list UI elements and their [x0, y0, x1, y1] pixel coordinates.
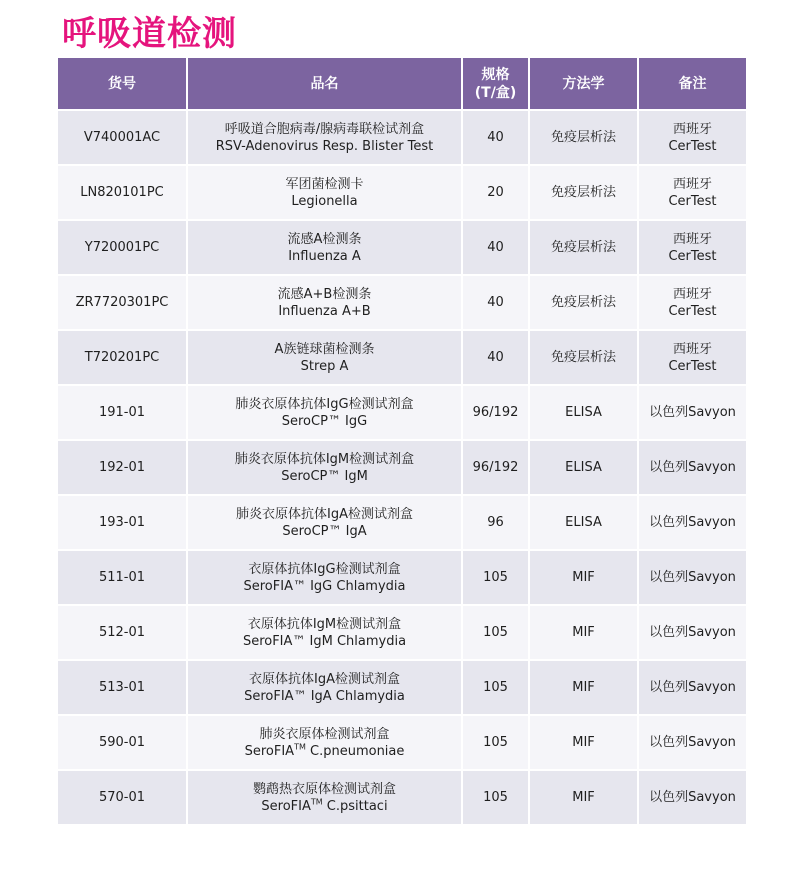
cell-method: ELISA [530, 441, 637, 494]
note-line2: CerTest [668, 358, 717, 374]
note-line1: 以色列Savyon [649, 625, 736, 640]
product-name-en [188, 358, 461, 375]
cell-note [639, 551, 746, 604]
product-name-en-main: Influenza A [288, 248, 361, 264]
cell-name [188, 221, 461, 274]
product-name-cn: 衣原体抗体IgM检测试剂盒 [247, 616, 402, 632]
product-name-cn: 流感A+B检测条 [277, 286, 372, 302]
cell-name [188, 551, 461, 604]
table-row [58, 551, 746, 604]
table-header-row [58, 58, 746, 109]
table-row [58, 606, 746, 659]
cell-note [639, 331, 746, 384]
cell-name [188, 606, 461, 659]
cell-code: 590-01 [58, 716, 186, 769]
product-name-cn: 鹦鹉热衣原体检测试剂盒 [252, 781, 396, 797]
cell-method: MIF [530, 551, 637, 604]
table-row [58, 441, 746, 494]
cell-code: Y720001PC [58, 221, 186, 274]
table-row [58, 276, 746, 329]
note-line1: 以色列Savyon [649, 735, 736, 750]
cell-method: MIF [530, 771, 637, 824]
product-name-cn: 衣原体抗体IgG检测试剂盒 [248, 561, 401, 577]
product-name-cn: 肺炎衣原体检测试剂盒 [259, 726, 390, 742]
product-name-en-main: SeroFIA™ IgG Chlamydia [243, 578, 406, 594]
cell-code: V740001AC [58, 111, 186, 164]
cell-method: 免疫层析法 [530, 166, 637, 219]
cell-code: 193-01 [58, 496, 186, 549]
cell-method: 免疫层析法 [530, 276, 637, 329]
product-name-en [188, 633, 461, 650]
table-row [58, 771, 746, 824]
note-line2: CerTest [668, 303, 717, 319]
product-name-cn: 肺炎衣原体抗体IgM检测试剂盒 [234, 451, 415, 467]
page-title: 呼吸道检测 [62, 14, 237, 54]
cell-spec: 105 [463, 771, 528, 824]
product-name-en-main: SeroCP™ IgG [281, 413, 368, 429]
table-row [58, 496, 746, 549]
note-line2: CerTest [668, 193, 717, 209]
product-name-en-main: Strep A [300, 358, 349, 374]
product-name-en [188, 468, 461, 485]
product-name-en [188, 743, 461, 760]
note-line1: 西班牙 [672, 231, 712, 247]
cell-note [639, 716, 746, 769]
table-row [58, 386, 746, 439]
product-name-en [188, 138, 461, 155]
cell-code: 192-01 [58, 441, 186, 494]
trademark-mark: TM [310, 797, 323, 807]
cell-spec: 40 [463, 111, 528, 164]
product-name-en-main: RSV-Adenovirus Resp. Blister Test [215, 138, 434, 154]
note-line1: 西班牙 [672, 286, 712, 302]
table-row [58, 661, 746, 714]
note-line1: 以色列Savyon [649, 570, 736, 585]
cell-spec: 105 [463, 661, 528, 714]
cell-spec: 20 [463, 166, 528, 219]
cell-name [188, 716, 461, 769]
product-name-en-tail: C.pneumoniae [305, 743, 405, 759]
cell-spec: 40 [463, 331, 528, 384]
cell-note [639, 606, 746, 659]
cell-method: 免疫层析法 [530, 111, 637, 164]
cell-spec: 40 [463, 221, 528, 274]
product-name-en [188, 248, 461, 265]
cell-code: 191-01 [58, 386, 186, 439]
cell-note [639, 166, 746, 219]
cell-name [188, 771, 461, 824]
product-name-en-tail: C.psittaci [322, 798, 388, 814]
product-name-cn: 衣原体抗体IgA检测试剂盒 [249, 671, 400, 687]
product-name-en-main: SeroCP™ IgA [282, 523, 367, 539]
note-line1: 以色列Savyon [649, 680, 736, 695]
product-name-en-main: SeroFIA™ IgM Chlamydia [242, 633, 407, 649]
header-name: 品名 [188, 58, 461, 109]
cell-spec: 96/192 [463, 386, 528, 439]
product-name-en-main: SeroFIA [261, 798, 311, 814]
cell-note [639, 661, 746, 714]
note-line1: 以色列Savyon [649, 515, 736, 530]
product-name-en [188, 303, 461, 320]
cell-name [188, 441, 461, 494]
trademark-mark: TM [294, 742, 306, 752]
cell-spec: 105 [463, 551, 528, 604]
cell-note [639, 496, 746, 549]
cell-name [188, 166, 461, 219]
cell-note [639, 221, 746, 274]
header-spec-line2: (T/盒) [474, 84, 517, 101]
product-table [56, 56, 748, 826]
product-name-cn: 流感A检测条 [287, 231, 362, 247]
table-row [58, 166, 746, 219]
product-name-en [188, 688, 461, 705]
product-name-en [188, 798, 461, 815]
cell-spec: 105 [463, 716, 528, 769]
cell-spec: 96 [463, 496, 528, 549]
cell-name [188, 386, 461, 439]
cell-note [639, 386, 746, 439]
note-line1: 西班牙 [672, 121, 712, 137]
note-line1: 西班牙 [672, 341, 712, 357]
note-line2: CerTest [668, 138, 717, 154]
cell-code: 512-01 [58, 606, 186, 659]
product-name-en [188, 523, 461, 540]
product-name-cn: A族链球菌检测条 [274, 341, 375, 357]
cell-note [639, 276, 746, 329]
cell-code: T720201PC [58, 331, 186, 384]
cell-spec: 96/192 [463, 441, 528, 494]
cell-code: LN820101PC [58, 166, 186, 219]
cell-spec: 40 [463, 276, 528, 329]
product-name-en-main: SeroFIA [244, 743, 295, 759]
product-name-en [188, 413, 461, 430]
product-name-en-main: SeroFIA™ IgA Chlamydia [244, 688, 405, 704]
note-line1: 以色列Savyon [649, 405, 736, 420]
product-name-cn: 呼吸道合胞病毒/腺病毒联检试剂盒 [224, 121, 425, 137]
cell-note [639, 771, 746, 824]
header-code: 货号 [58, 58, 186, 109]
cell-method: MIF [530, 716, 637, 769]
table-row [58, 331, 746, 384]
table-body [58, 111, 746, 824]
product-name-en [188, 193, 461, 210]
cell-name [188, 276, 461, 329]
note-line1: 以色列Savyon [649, 790, 736, 805]
cell-spec: 105 [463, 606, 528, 659]
header-spec [463, 58, 528, 109]
cell-name [188, 661, 461, 714]
cell-method: 免疫层析法 [530, 221, 637, 274]
cell-note [639, 441, 746, 494]
header-method: 方法学 [530, 58, 637, 109]
cell-method: ELISA [530, 496, 637, 549]
cell-code: 570-01 [58, 771, 186, 824]
product-name-en-main: Legionella [291, 193, 358, 209]
product-name-en-main: SeroCP™ IgM [281, 468, 368, 484]
note-line1: 以色列Savyon [649, 460, 736, 475]
cell-name [188, 111, 461, 164]
cell-code: ZR7720301PC [58, 276, 186, 329]
cell-method: MIF [530, 606, 637, 659]
table-row [58, 221, 746, 274]
product-name-en [188, 578, 461, 595]
note-line1: 西班牙 [672, 176, 712, 192]
header-spec-line1: 规格 [481, 66, 510, 83]
table-row [58, 111, 746, 164]
cell-method: ELISA [530, 386, 637, 439]
product-name-cn: 肺炎衣原体抗体IgG检测试剂盒 [235, 396, 414, 412]
product-name-en-main: Influenza A+B [278, 303, 371, 319]
cell-code: 513-01 [58, 661, 186, 714]
cell-note [639, 111, 746, 164]
table-row [58, 716, 746, 769]
note-line2: CerTest [668, 248, 717, 264]
cell-code: 511-01 [58, 551, 186, 604]
cell-method: MIF [530, 661, 637, 714]
product-name-cn: 肺炎衣原体抗体IgA检测试剂盒 [236, 506, 413, 522]
header-note: 备注 [639, 58, 746, 109]
cell-method: 免疫层析法 [530, 331, 637, 384]
cell-name [188, 496, 461, 549]
cell-name [188, 331, 461, 384]
product-name-cn: 军团菌检测卡 [285, 176, 364, 192]
